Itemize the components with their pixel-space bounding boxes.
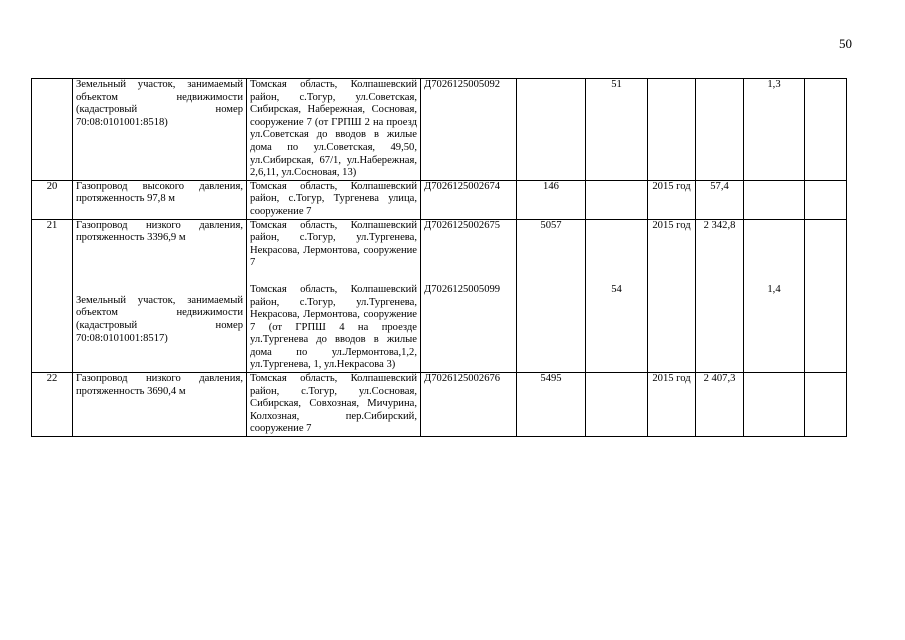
cell-year: 2015 год [648,373,696,437]
object-address: Томская область, Колпашевский район, с.Тогур, Тургенева улица, сооружение 7 [247,180,421,219]
object-name-gas-pipeline: Газопровод низкого давления, протяженность 3396,9 м [76,219,243,244]
cell-value-10 [805,373,847,437]
cell-value-10 [805,219,847,373]
row-number: 20 [32,180,73,219]
cell-value-8: 2 407,3 [696,373,744,437]
cell-value-6: 54 [586,219,648,373]
registry-code: Д7026125005092 [421,79,517,181]
row-number [32,79,73,181]
row-number: 21 [32,219,73,373]
object-name: Газопровод низкого давления, протяженность 3690,4 м [73,373,247,437]
page-number: 50 [839,36,852,51]
object-name: Газопровод высокого давления, протяженность 97,8 м [73,180,247,219]
cell-value-9 [744,373,805,437]
object-name [73,219,247,373]
cell-value-10 [805,79,847,181]
table-row [32,79,847,181]
cell-value-5: 5057 [517,219,586,373]
object-name-land-plot: Земельный участок, занимаемый объектом недвижимости (кадастровый номер 70:08:0101001:8517) [76,294,243,344]
table-row [32,219,847,373]
cell-value-8: 2 342,8 [696,219,744,373]
cell-value-9: 1,4 [744,219,805,373]
registry-code-gas-pipeline: Д7026125002675 [424,219,501,231]
registry-code: Д7026125002674 [421,180,517,219]
cell-value-9 [744,180,805,219]
cell-year: 2015 год [648,180,696,219]
cell-value-6 [586,180,648,219]
cell-value-8: 57,4 [696,180,744,219]
object-address: Томская область, Колпашевский район, с.Тогур, ул.Советская, Сибирская, Набережная, Сосновая, сооружение 7 (от ГРПШ 2 на проезд ул.Советская до вводов в жилые дома по ул.Советская, 49,50, ул.Сибирская, 67/1, ул.Набережная, 2,6,11, ул.Сосновая, 13) [247,79,421,181]
cell-value-5: 146 [517,180,586,219]
table-row [32,373,847,437]
object-name: Земельный участок, занимаемый объектом недвижимости (кадастровый номер 70:08:0101001:8518) [73,79,247,181]
registry-code [421,219,517,373]
property-register-table [31,78,847,437]
registry-code-land-plot: Д7026125005099 [424,284,501,296]
cell-value-8 [696,79,744,181]
table-row [32,180,847,219]
object-address: Томская область, Колпашевский район, с.Тогур, ул.Сосновая, Сибирская, Совхозная, Мичурина, Колхозная, пер.Сибирский, сооружение 7 [247,373,421,437]
row-number: 22 [32,373,73,437]
cell-year [648,79,696,181]
registry-code: Д7026125002676 [421,373,517,437]
cell-value-10 [805,180,847,219]
object-address-gas-pipeline: Томская область, Колпашевский район, с.Тогур, ул.Тургенева, Некрасова, Лермонтова, сооружение 7 [250,219,417,269]
cell-value-5 [517,79,586,181]
cell-year: 2015 год [648,219,696,373]
object-address-land-plot: Томская область, Колпашевский район, с.Тогур, ул.Тургенева, Некрасова, Лермонтова, сооружение 7 (от ГРПШ 4 на проезде ул.Тургенева до вводов в жилые дома по ул.Лермонтова,1,2, ул.Тургенева, 1, ул.Некрасова 3) [250,283,417,371]
cell-value-9: 1,3 [744,79,805,181]
cell-value-6: 51 [586,79,648,181]
cell-value-5: 5495 [517,373,586,437]
cell-value-6 [586,373,648,437]
object-address [247,219,421,373]
